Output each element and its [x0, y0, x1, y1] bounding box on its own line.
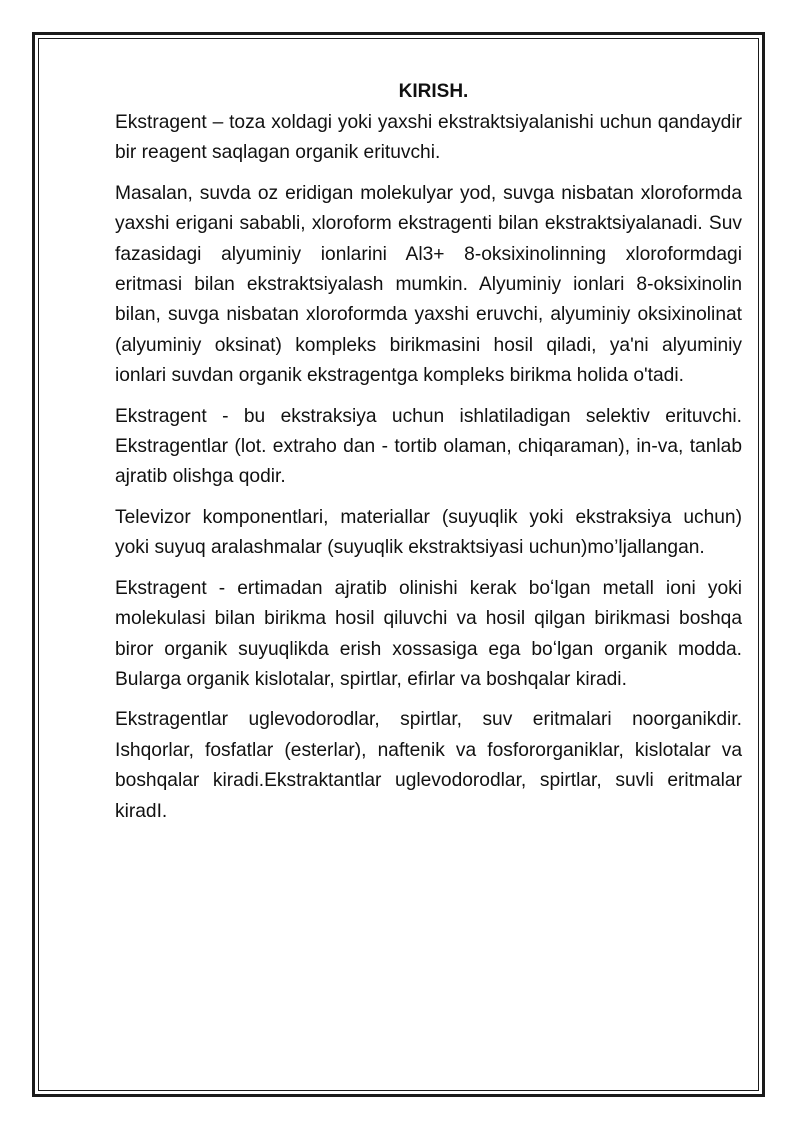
- paragraph-6: Ekstragentlar uglevodorodlar, spirtlar, suv eritmalari noorganikdir. Ishqorlar, fosfatlar (esterlar), naftenik va fosfororganiklar, kislotalar va boshqalar kiradi.Ekstraktantlar uglevodorodlar, spirtlar, suvli eritmalar kiradI.: [115, 709, 742, 822]
- paragraph-3: Ekstragent - bu ekstraksiya uchun ishlatiladigan selektiv erituvchi. Ekstragentlar (lot. extraho dan - tortib olaman, chiqaraman), in-va, tanlab ajratib olishga qodir.: [115, 405, 742, 488]
- paragraph-2: Masalan, suvda oz eridigan molekulyar yod, suvga nisbatan xloroformda yaxshi erigani sababli, xloroform ekstragenti bilan ekstraktsiyalanadi. Suv fazasidagi alyuminiy ionlarini Al3+ 8-oksixinolinning xloroformdagi eritmasi bilan ekstraktsiyalash mumkin. Alyuminiy ionlari 8-oksixinolin bilan, suvga nisbatan xloroformda yaxshi eruvchi, alyuminiy oksixinolinat (alyuminiy oksinat) kompleks birikmasini hosil qiladi, ya'ni alyuminiy ionlari suvdan organik ekstragentga kompleks birikma holida o'tadi.: [115, 182, 742, 387]
- document-title: KIRISH.: [398, 81, 469, 102]
- document-body: [115, 78, 742, 837]
- paragraph-1: Ekstragent – toza xoldagi yoki yaxshi ekstraktsiyalanishi uchun qandaydir bir reagent saqlagan organik erituvchi.: [115, 112, 742, 164]
- paragraph-5: Ekstragent - ertimadan ajratib olinishi kerak boʻlgan metall ioni yoki molekulasi bilan birikma hosil qiluvchi va hosil qilgan birikmasi boshqa biror organik suyuqlikda erish xossasiga ega boʻlgan organik modda. Bularga organik kislotalar, spirtlar, efirlar va boshqalar kiradi.: [115, 577, 742, 690]
- paragraph-4: Televizor komponentlari, materiallar (suyuqlik yoki ekstraksiya uchun) yoki suyuq aralashmalar (suyuqlik ekstraktsiyasi uchun)mo’ljallangan.: [115, 506, 742, 559]
